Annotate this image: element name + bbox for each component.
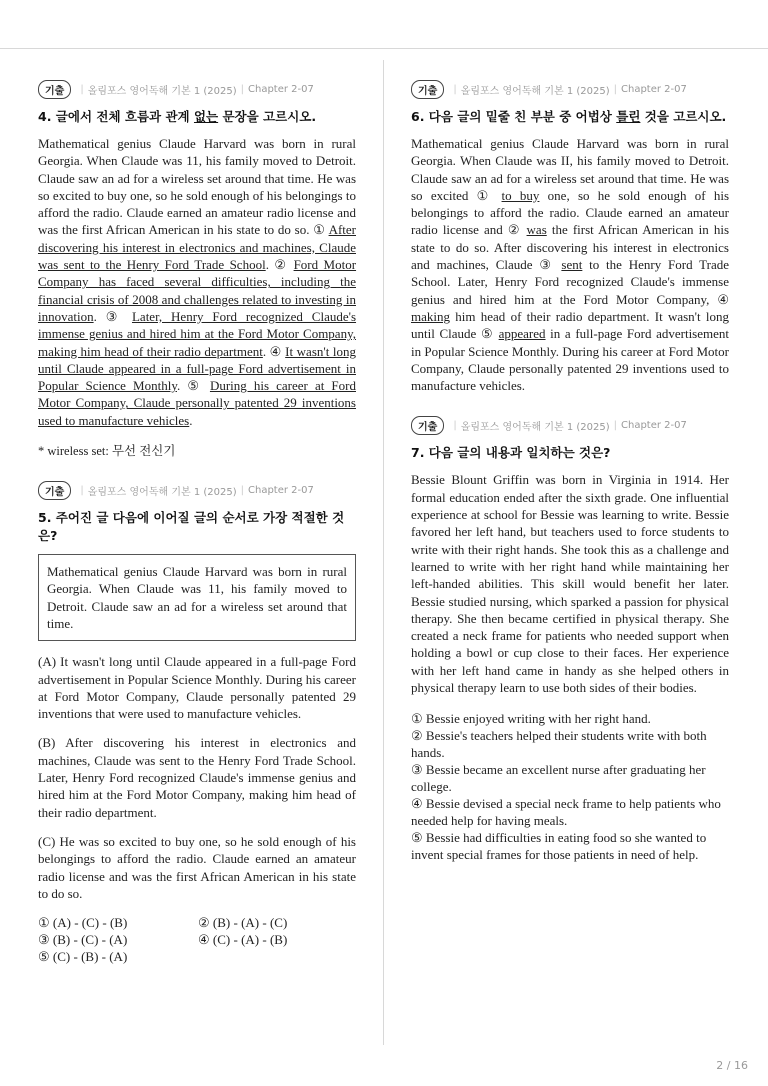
answer-choices (38, 914, 356, 965)
source-label: 올림포스 영어독해 기본 1 (2025) (87, 486, 237, 498)
chapter-label: Chapter 2-07 (248, 484, 314, 496)
question-header: 기출 | 올림포스 영어독해 기본 1 (2025) | Chapter 2-07 (411, 80, 729, 98)
top-rule (0, 48, 768, 49)
question-header: 기출 | 올림포스 영어독해 기본 1 (2025) | Chapter 2-07 (38, 481, 356, 499)
question-header: 기출 | 올림포스 영어독해 기본 1 (2025) | Chapter 2-07 (411, 416, 729, 434)
choice[interactable]: ① Bessie enjoyed writing with her right hand. (411, 711, 651, 727)
question-7 (411, 416, 729, 863)
question-title: 5. 주어진 글 다음에 이어질 글의 순서로 가장 적절한 것은? (38, 510, 345, 544)
choice[interactable]: ⑤ (C) - (B) - (A) (38, 949, 128, 965)
exam-tag: 기출 (411, 416, 444, 435)
choice[interactable]: ③ Bessie became an excellent nurse after graduating her college. (411, 762, 706, 795)
option-c: (C) He was so excited to buy one, so he sold enough of his belongings to afford the radio. Claude earned an amateur radio license and was the first African American in his state to do so. (38, 833, 356, 901)
question-header: 기출 | 올림포스 영어독해 기본 1 (2025) | Chapter 2-07 (38, 80, 356, 98)
question-title: 4. 글에서 전체 흐름과 관계 없는 문장을 고르시오. (38, 109, 317, 124)
choice[interactable]: ⑤ Bessie had difficulties in eating food so she wanted to invent special frames for those patients in need of help. (411, 830, 707, 863)
exam-tag: 기출 (411, 80, 444, 99)
column-divider (383, 60, 384, 1045)
passage: Bessie Blount Griffin was born in Virginia in 1914. Her formal education ended after the sixth grade. One influential experience at school for Bessie was learning to write. Bessie favored her left hand, but teachers used to force students to write with their right hands. She took this as a challenge and learned to write with her right hand while maintaining her left-handed abilities. This skill would benefit her later. Bessie studied nursing, which sparked a passion for physical therapy. She then became certified in physical therapy. She created a neck frame for patients who needed support when holding a bowl or cup close to their faces. Her experience with her left hand came in handy as she helped others in physical therapy learn to use both sides of their bodies. (411, 472, 729, 696)
passage: Mathematical genius Claude Harvard was born in rural Georgia. When Claude was II, his family moved to Detroit. Claude saw an ad for a wireless set around that time. He was so excited ① to buy one, so he sold enough of his belongings to afford the radio. Claude earned an amateur radio license and ② was the first African American in his state to do so. After discovering his interest in electronics and machines, Claude ③ sent to the Henry Ford Trade School. Later, Henry Ford recognized Claude's immense genius and hired him at the Ford Motor Company, ④ making him head of their radio department. It wasn't long until Claude ⑤ appeared in a full-page Ford advertisement in Popular Science Monthly. During his career at Ford Motor Company, Claude personally patented 29 inventions used to manufacture vehicles. (411, 136, 730, 394)
choice[interactable]: ④ (C) - (A) - (B) (198, 932, 288, 948)
footnote: * wireless set: 무선 전신기 (38, 444, 176, 459)
passage: Mathematical genius Claude Harvard was born in rural Georgia. When Claude was 11, his family moved to Detroit. Claude saw an ad for a wireless set around that time. He was so excited to buy one, so he sold enough of his belongings to afford the radio. Claude earned an amateur radio license and was the first African American in his state to do so. ① After discovering his interest in electronics and machines, Claude was sent to the Henry Ford Trade School. ② Ford Motor Company has faced several difficulties, including the financial crisis of 2008 and challenges related to investing in innovation. ③ Later, Henry Ford recognized Claude's immense genius and hired him at the Ford Motor Company, making him head of their radio department. ④ It wasn't long until Claude appeared in a full-page Ford advertisement in Popular Science Monthly. ⑤ During his career at Ford Motor Company, Claude personally patented 29 inventions used to manufacture vehicles. (38, 136, 357, 428)
exam-tag: 기출 (38, 481, 71, 500)
left-column (38, 80, 356, 987)
answer-choices (411, 710, 729, 863)
choice[interactable]: ④ Bessie devised a special neck frame to help patients who needed help for having meals. (411, 796, 721, 829)
given-passage-box: Mathematical genius Claude Harvard was born in rural Georgia. When Claude was 11, his family moved to Detroit. Claude saw an ad for a wireless set around that time. (38, 554, 356, 641)
source-label: 올림포스 영어독해 기본 1 (2025) (87, 85, 237, 97)
choice[interactable]: ② Bessie's teachers helped their students write with both hands. (411, 728, 707, 761)
option-b: (B) After discovering his interest in electronics and machines, Claude was sent to the Henry Ford Trade School. Later, Henry Ford recognized Claude's immense genius and hired him at the Ford Motor Company, making him head of their radio department. (38, 735, 356, 820)
chapter-label: Chapter 2-07 (248, 83, 314, 95)
right-column (411, 80, 729, 885)
chapter-label: Chapter 2-07 (621, 83, 687, 95)
source-label: 올림포스 영어독해 기본 1 (2025) (460, 85, 610, 97)
question-5 (38, 481, 356, 965)
question-4 (38, 80, 356, 459)
question-6 (411, 80, 729, 394)
chapter-label: Chapter 2-07 (621, 419, 687, 431)
question-title: 7. 다음 글의 내용과 일치하는 것은? (411, 445, 611, 461)
choice[interactable]: ③ (B) - (C) - (A) (38, 932, 128, 948)
source-label: 올림포스 영어독해 기본 1 (2025) (460, 421, 610, 433)
option-a: (A) It wasn't long until Claude appeared in a full-page Ford advertisement in Popular Science Monthly. During his career at Ford Motor Company, Claude personally patented 29 inventions that were used to manufacture vehicles. (38, 654, 356, 722)
page-number: 2 / 16 (716, 1059, 748, 1072)
exam-tag: 기출 (38, 80, 71, 99)
choice[interactable]: ① (A) - (C) - (B) (38, 915, 128, 931)
choice[interactable]: ② (B) - (A) - (C) (198, 915, 288, 931)
question-title: 6. 다음 글의 밑줄 친 부분 중 어법상 틀린 것을 고르시오. (411, 109, 727, 124)
